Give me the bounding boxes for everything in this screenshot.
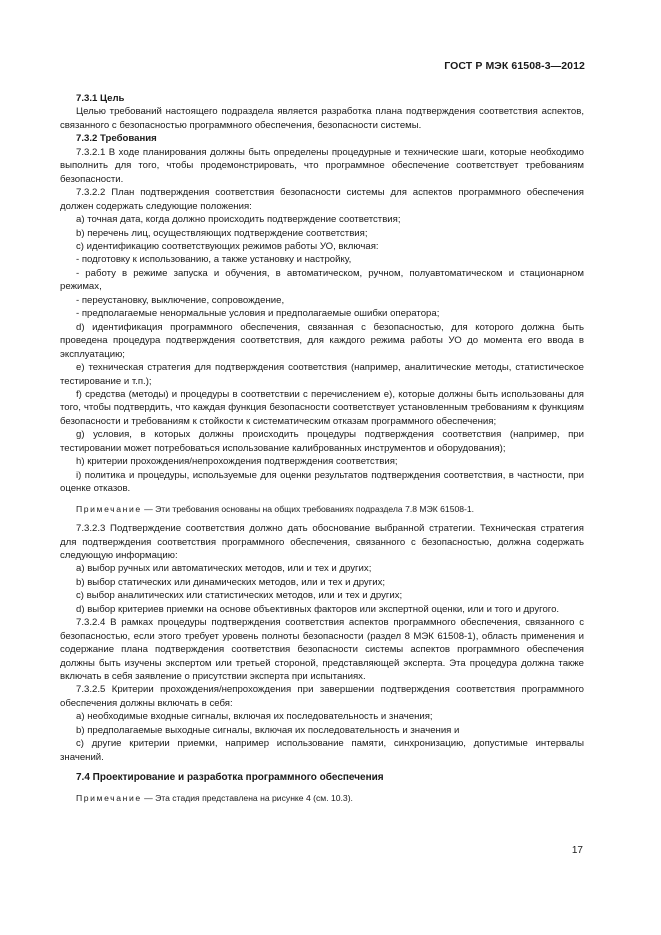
clause-7324: 7.3.2.4 В рамках процедуры подтверждения соответствия аспектов программного обеспечения, связанного с безопасностью, если этого требует уровень полноты безопасности (раздел 8 МЭК 61508-1), область применения и содержание плана подтверждения соответствия безопасности системы аспектов программного обеспечения должны быть изучены экспертом или третьей стороной, представляющей эксперта. Эта процедура должна также включать в себя заявление о присутствии эксперта при испытаниях. bbox=[60, 617, 584, 683]
list-item: a) точная дата, когда должно происходить подтверждение соответствия; bbox=[76, 214, 401, 226]
page-number: 17 bbox=[571, 845, 583, 856]
list-item: b) выбор статических или динамических методов, или и тех и других; bbox=[76, 576, 386, 588]
list-item: a) выбор ручных или автоматических методов, или и тех и других; bbox=[76, 563, 372, 575]
note-text: — Эта стадия представлена на рисунке 4 (см. 10.3). bbox=[141, 792, 353, 803]
note-1 bbox=[60, 503, 584, 516]
list-item: c) выбор аналитических или статистических методов, или и тех и других; bbox=[76, 590, 403, 602]
list-item: - работу в режиме запуска и обучения, в автоматическом, ручном, полуавтоматическом и стационарном режимах, bbox=[60, 267, 584, 293]
list-item: i) политика и процедуры, используемые для оценки результатов подтверждения соответствия, в частности, при оценке отказов. bbox=[60, 469, 584, 495]
clause-7321: 7.3.2.1 В ходе планирования должны быть определены процедурные и технические шаги, которые необходимо выполнить для того, чтобы продемонстрировать, что программное обеспечение соответствует требованиям безопасности. bbox=[60, 146, 584, 185]
page-content bbox=[60, 92, 584, 811]
list-item: g) условия, в которых должны происходить процедуры подтверждения соответствия (например, при тестировании может потребоваться использование калиброванных инструментов и оборудования); bbox=[60, 429, 584, 454]
document-code-header: ГОСТ Р МЭК 61508-3—2012 bbox=[444, 60, 585, 72]
clause-7323: 7.3.2.3 Подтверждение соответствия должно дать обоснование выбранной стратегии. Техническая стратегия для подтверждения соответствия программного обеспечения, связанного с безопасностью, должна содержать следующую информацию: bbox=[60, 523, 584, 561]
list-item: f) средства (методы) и процедуры в соответствии с перечислением e), которые должны быть использованы для того, чтобы подтвердить, что каждая функция безопасности соответствует установленным требованиям к функциям безопасности и требованиям к стойкости к систематическим отказам программного обеспечения; bbox=[60, 388, 584, 427]
clause-7325: 7.3.2.5 Критерии прохождения/непрохождения при завершении подтверждения соответствия программного обеспечения должны включать в себя: bbox=[60, 684, 584, 709]
note-label: Примечание bbox=[76, 503, 142, 514]
list-item: b) перечень лиц, осуществляющих подтверждение соответствия; bbox=[76, 227, 368, 239]
note-label: Примечание bbox=[76, 792, 142, 803]
list-item: - предполагаемые ненормальные условия и предполагаемые ошибки оператора; bbox=[76, 308, 440, 320]
note-2 bbox=[60, 792, 584, 805]
note-text: — Эти требования основаны на общих требованиях подраздела 7.8 МЭК 61508-1. bbox=[141, 503, 475, 514]
list-item: c) идентификацию соответствующих режимов работы УО, включая: bbox=[76, 240, 379, 252]
clause-7322: 7.3.2.2 План подтверждения соответствия безопасности системы для аспектов программного обеспечения должен содержать следующие положения: bbox=[60, 187, 584, 212]
list-item: - подготовку к использованию, а также установку и настройку, bbox=[76, 254, 352, 266]
list-item: - переустановку, выключение, сопровождение, bbox=[76, 294, 285, 306]
list-item: d) выбор критериев приемки на основе объективных факторов или экспертной оценки, или и того и другого. bbox=[76, 603, 560, 615]
section-731-paragraph: Целью требований настоящего подраздела является разработка плана подтверждения соответствия аспектов, связанного с безопасностью программного обеспечения, безопасности системы. bbox=[60, 106, 584, 131]
list-item: e) техническая стратегия для подтверждения соответствия (например, аналитические методы, статистическое тестирование и т.п.); bbox=[60, 362, 584, 387]
list-item: b) предполагаемые выходные сигналы, включая их последовательность и значения и bbox=[76, 724, 460, 736]
list-item: c) другие критерии приемки, например использование памяти, синхронизацию, допустимые интервалы значений. bbox=[60, 738, 584, 763]
section-74-title: 7.4 Проектирование и разработка программного обеспечения bbox=[76, 772, 384, 784]
list-item: d) идентификация программного обеспечения, связанная с безопасностью, для которого должна быть проведена процедура подтверждения соответствия, для каждого режима работы УО до момента его ввода в эксплуатацию; bbox=[60, 321, 584, 360]
list-item: h) критерии прохождения/непрохождения подтверждения соответствия; bbox=[76, 456, 398, 468]
section-732-title: 7.3.2 Требования bbox=[76, 133, 157, 145]
section-731-title: 7.3.1 Цель bbox=[76, 93, 125, 104]
list-item: a) необходимые входные сигналы, включая их последовательность и значения; bbox=[76, 711, 433, 723]
